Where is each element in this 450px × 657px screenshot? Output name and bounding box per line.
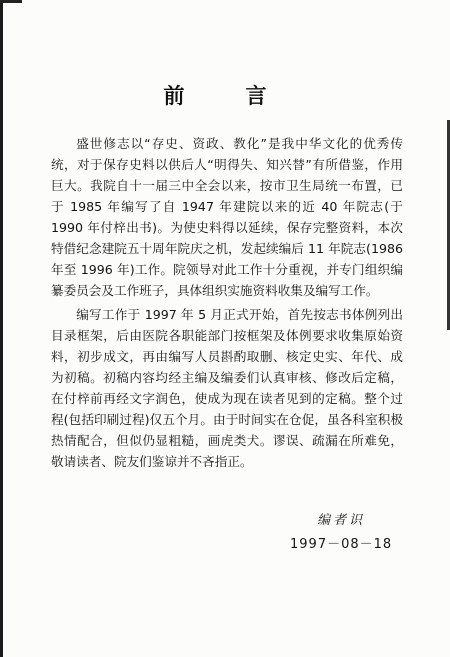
paragraph-2: 编写工作于 1997 年 5 月正式开始，首先按志书体例列出目录框架，后由医院各职能部门按框架及体例要求收集原始资料，初步成文，再由编写人员斟酌取删、核定史实、年代、成为初稿。初稿内容均经主编及编委们认真审核、修改后定稿，在付梓前再经文字润色，使成为现在读者见到的定稿。整个过程(包括印刷过程)仅五个月。由于时间实在仓促，虽各科室积极热情配合，但似仍显粗糙，画虎类犬。谬误、疏漏在所难免，敬请读者、院友们鉴谅并不吝指正。 <box>51 307 403 469</box>
paragraph-1: 盛世修志以“存史、资政、教化”是我中华文化的优秀传统，对于保存史料以供后人“明得失、知兴替”有所借鉴，作用巨大。我院自十一届三中全会以来，按市卫生局统一布置，已于 1985 年编写了自 1947 年建院以来的近 40 年院志(于 1990 年付梓出书)。为使史料得以延续，保存完整资料，本次特借纪念建院五十周年院庆之机，发起续编后 11 年院志(1986 年至 1996 年)工作。院领导对此工作十分重视，并专门组织编纂委员会及工作班子，具体组织实施资料收集及编写工作。 <box>51 136 403 298</box>
author-signature: 编者识 <box>317 513 366 528</box>
page-title: 前 言 <box>163 83 287 108</box>
scan-mark-top <box>0 0 22 3</box>
date-line: 1997－08－18 <box>290 537 393 552</box>
